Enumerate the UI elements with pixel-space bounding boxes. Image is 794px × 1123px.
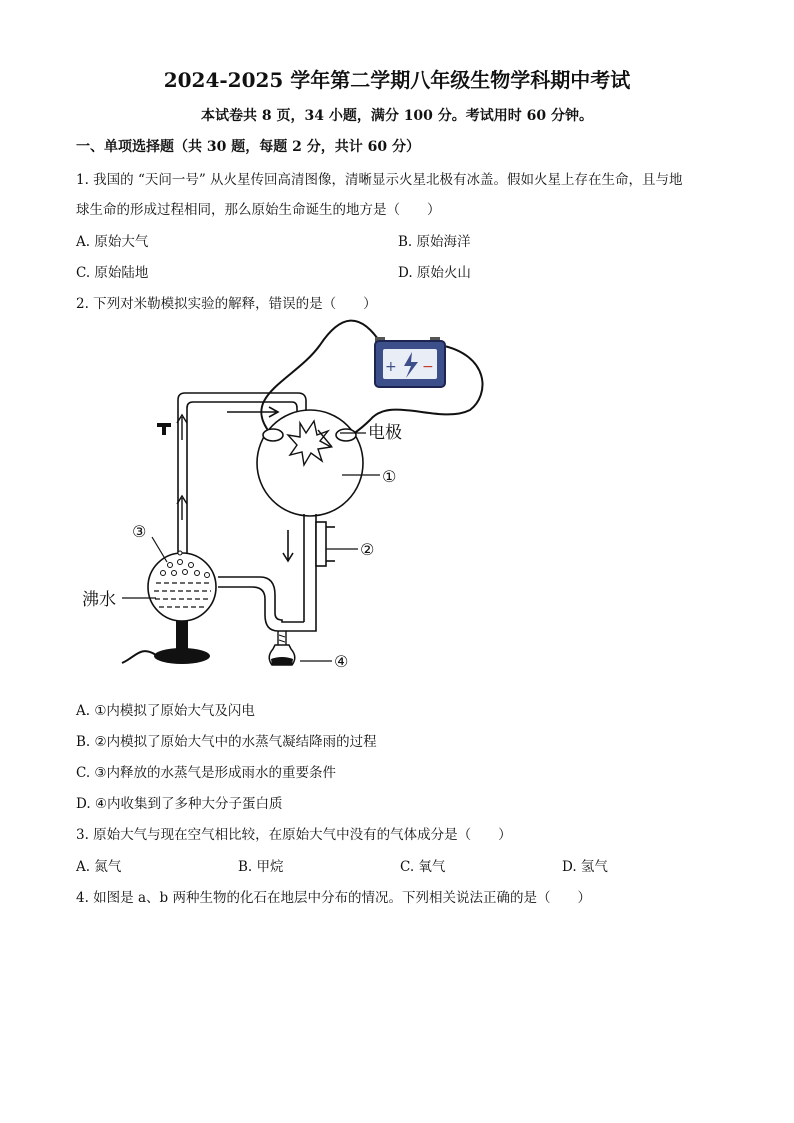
page-title: 2024-2025 学年第二学期八年级生物学科期中考试: [163, 68, 631, 92]
q1-option-a[interactable]: A. 原始大气: [76, 234, 149, 250]
battery-minus-label: −: [422, 359, 434, 375]
label-3: ③: [132, 522, 147, 541]
question-1-line-1: 1. 我国的 “天问一号” 从火星传回高清图像，清晰显示火星北极有冰盖。假如火星上存在生命，且与地: [76, 172, 683, 188]
q2-option-b[interactable]: B. ②内模拟了原始大气中的水蒸气凝结降雨的过程: [76, 734, 377, 750]
battery-icon: [375, 337, 445, 387]
q2-option-d[interactable]: D. ④内收集到了多种大分子蛋白质: [76, 796, 283, 812]
label-2: ②: [360, 540, 375, 559]
q3-option-a[interactable]: A. 氮气: [76, 859, 122, 875]
q3-option-c[interactable]: C. 氧气: [400, 859, 446, 875]
q1-option-c[interactable]: C. 原始陆地: [76, 265, 149, 281]
q3-option-d[interactable]: D. 氢气: [562, 859, 608, 875]
label-1: ①: [382, 467, 397, 486]
condenser: [316, 522, 326, 566]
exam-info: 本试卷共 8 页，34 小题，满分 100 分。考试用时 60 分钟。: [200, 108, 594, 124]
q1-option-b[interactable]: B. 原始海洋: [398, 234, 471, 250]
q1-option-d[interactable]: D. 原始火山: [398, 265, 471, 281]
label-4: ④: [334, 652, 349, 671]
q2-option-c[interactable]: C. ③内释放的水蒸气是形成雨水的重要条件: [76, 765, 337, 781]
question-1-line-2: 球生命的形成过程相同，那么原始生命诞生的地方是（ ）: [76, 202, 441, 218]
question-3-stem: 3. 原始大气与现在空气相比较，在原始大气中没有的气体成分是（ ）: [76, 827, 512, 843]
electrode-label: 电极: [368, 423, 402, 443]
glass-tube: [218, 587, 316, 631]
glass-tube: [218, 577, 304, 622]
boiling-water-label: 沸水: [82, 590, 116, 610]
q2-option-a[interactable]: A. ①内模拟了原始大气及闪电: [76, 703, 255, 719]
miller-experiment-diagram: [70, 315, 510, 685]
q3-option-b[interactable]: B. 甲烷: [238, 859, 284, 875]
section-heading: 一、单项选择题（共 30 题，每题 2 分，共计 60 分）: [76, 139, 420, 155]
battery-plus-label: +: [385, 359, 397, 375]
question-4-stem: 4. 如图是 a、b 两种生物的化石在地层中分布的情况。下列相关说法正确的是（ ）: [76, 890, 591, 906]
question-2-stem: 2. 下列对米勒模拟实验的解释，错误的是（ ）: [76, 296, 377, 312]
